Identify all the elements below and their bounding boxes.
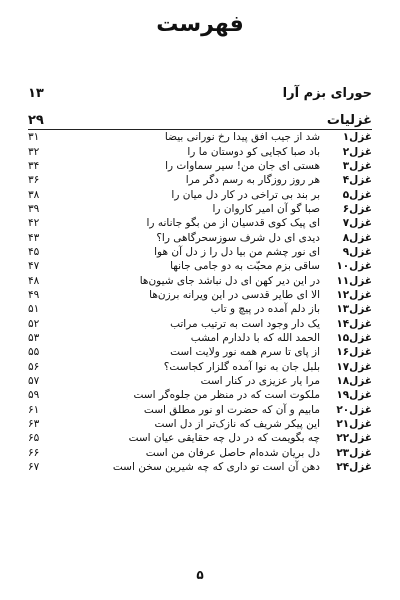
toc-entry-label: غزل۲۳ xyxy=(336,446,372,459)
toc-entry-title: چه بگویمت که در دل چه حقایقی عیان است xyxy=(128,432,320,445)
toc-entry-label: غزل۴ xyxy=(342,174,372,187)
toc-entry-label: غزل۱۵ xyxy=(336,331,372,344)
toc-entry-label: غزل۱ xyxy=(342,131,372,144)
toc-entry xyxy=(28,316,372,330)
toc-entry xyxy=(28,345,372,359)
toc-entry-label: غزل۲ xyxy=(342,145,372,158)
toc-entry-page: ۵۷ xyxy=(28,375,40,388)
toc-entry-label: غزل۹ xyxy=(342,245,372,258)
toc-entry xyxy=(28,302,372,316)
toc-entry-title: الا ای طایر قدسی در این ویرانه برزن‌ها xyxy=(149,288,320,301)
toc-entry-label: غزل۱۹ xyxy=(336,389,372,402)
toc-entry-page: ۳۱ xyxy=(28,131,40,144)
toc-entry-page: ۴۸ xyxy=(28,274,40,287)
toc-entry-label: غزل۱۳ xyxy=(336,303,372,316)
toc-entry-title: در این دیر کهن ای دل نباشد جای شیون‌ها xyxy=(139,274,320,287)
toc-entry-label: غزل۱۶ xyxy=(336,346,372,359)
toc-entry-title: مرا یار عزیزی در کنار است xyxy=(200,375,320,388)
toc-entry-page: ۳۴ xyxy=(28,159,40,172)
toc-entry xyxy=(28,288,372,302)
toc-list xyxy=(28,130,372,474)
toc-entry xyxy=(28,446,372,460)
toc-entry-title: از پای تا سرم همه نور ولایت است xyxy=(170,346,320,359)
page-title: فهرست xyxy=(156,12,244,37)
toc-entry-label: غزل۲۱ xyxy=(336,418,372,431)
toc-entry xyxy=(28,202,372,216)
toc-entry xyxy=(28,130,372,144)
toc-entry-label: غزل۵ xyxy=(342,188,372,201)
toc-entry-label: غزل۱۱ xyxy=(336,274,372,287)
toc-entry xyxy=(28,360,372,374)
toc-entry-title: صبا گو آن امیر کاروان را xyxy=(212,202,320,215)
toc-entry xyxy=(28,245,372,259)
toc-entry-title: ای نور چشم من بیا دل را ز دل آن هوا xyxy=(154,245,320,258)
toc-entry xyxy=(28,216,372,230)
toc-entry-title: دیدی ای دل شرف سوزسحرگاهی را؟ xyxy=(156,231,320,244)
toc-entry-label: غزل۱۴ xyxy=(336,317,372,330)
toc-entry-title: مابیم و آن که حضرت او نور مطلق است xyxy=(143,403,320,416)
toc-entry xyxy=(28,417,372,431)
toc-entry-title: ساقی بزم محبّت به دو جامی جانها xyxy=(170,260,320,273)
toc-entry xyxy=(28,388,372,402)
toc-entry-label: غزل۱۰ xyxy=(336,260,372,273)
toc-entry-title: بلبل جان به نوا آمده گلزار کجاست؟ xyxy=(163,360,320,373)
toc-entry xyxy=(28,144,372,158)
toc-entry-page: ۳۲ xyxy=(28,145,40,158)
toc-entry xyxy=(28,331,372,345)
toc-entry-page: ۵۹ xyxy=(28,389,40,402)
toc-entry-label: غزل۲۰ xyxy=(336,403,372,416)
toc-entry xyxy=(28,173,372,187)
page-number: ۵ xyxy=(196,568,204,582)
toc-entry-title: هستی ای جان من! سیر سماوات را xyxy=(165,159,320,172)
toc-entry-title: هر روز روزگار به رسم دگر مرا xyxy=(185,174,320,187)
toc-entry-title: باز دلم آمده در پیچ و تاب xyxy=(210,303,320,316)
toc-entry-page: ۵۱ xyxy=(28,303,40,316)
toc-entry-page: ۶۱ xyxy=(28,403,40,416)
toc-entry-label: غزل۱۸ xyxy=(336,375,372,388)
toc-entry xyxy=(28,374,372,388)
section-first xyxy=(28,86,372,101)
section-second-label: غزلیات xyxy=(326,113,372,128)
toc-entry xyxy=(28,159,372,173)
toc-entry-label: غزل۶ xyxy=(342,202,372,215)
toc-entry-title: یک دار وجود است به ترتیب مراتب xyxy=(170,317,320,330)
toc-entry-page: ۴۹ xyxy=(28,288,40,301)
toc-entry-page: ۵۳ xyxy=(28,331,40,344)
toc-entry-title: دهن آن است تو داری که چه شیرین سخن است xyxy=(112,461,320,474)
toc-entry-label: غزل۳ xyxy=(342,159,372,172)
toc-entry-title: بر بند بی تراخی در کار دل میان را xyxy=(171,188,320,201)
toc-entry-title: شد از جیب افق پیدا رخ نورانی بیضا xyxy=(164,131,320,144)
toc-entry xyxy=(28,230,372,244)
toc-entry-page: ۴۳ xyxy=(28,231,40,244)
toc-entry xyxy=(28,431,372,445)
toc-entry-label: غزل۲۴ xyxy=(336,461,372,474)
toc-entry-label: غزل۲۲ xyxy=(336,432,372,445)
toc-entry-page: ۴۷ xyxy=(28,260,40,273)
toc-entry-page: ۳۶ xyxy=(28,174,40,187)
toc-entry-label: غزل۷ xyxy=(342,217,372,230)
toc-entry-label: غزل۱۲ xyxy=(336,288,372,301)
toc-entry xyxy=(28,259,372,273)
toc-entry xyxy=(28,403,372,417)
section-first-label: حورای بزم آرا xyxy=(282,86,372,101)
toc-entry-label: غزل۱۷ xyxy=(336,360,372,373)
section-second-page: ۲۹ xyxy=(28,113,44,128)
toc-entry xyxy=(28,273,372,287)
toc-entry-page: ۳۸ xyxy=(28,188,40,201)
toc-entry-page: ۴۵ xyxy=(28,245,40,258)
toc-entry-page: ۵۵ xyxy=(28,346,40,359)
toc-entry-title: دل بریان شده‌ام حاصل عرفان من است xyxy=(145,446,320,459)
toc-entry-title: ای پیک کوی قدسیان از من بگو جانانه را xyxy=(146,217,320,230)
toc-entry-page: ۶۷ xyxy=(28,461,40,474)
section-second xyxy=(28,113,372,128)
toc-entry-label: غزل۸ xyxy=(342,231,372,244)
toc-entry-page: ۴۲ xyxy=(28,217,40,230)
toc-entry xyxy=(28,187,372,201)
toc-entry-title: این پیکر شریف که نازک‌تر از دل است xyxy=(154,418,320,431)
toc-entry-page: ۶۳ xyxy=(28,418,40,431)
toc-entry-page: ۵۶ xyxy=(28,360,40,373)
toc-entry-page: ۶۶ xyxy=(28,446,40,459)
toc-entry-page: ۳۹ xyxy=(28,202,40,215)
toc-entry-title: باد صبا کجایی کو دوستان ما را xyxy=(187,145,320,158)
toc-entry xyxy=(28,460,372,474)
section-first-page: ۱۳ xyxy=(28,86,44,101)
toc-entry-title: الحمد الله که با دلدارم امشب xyxy=(190,331,320,344)
toc-entry-page: ۵۲ xyxy=(28,317,40,330)
toc-entry-title: ملکوت است که در منظر من جلوه‌گر است xyxy=(133,389,320,402)
toc-entry-page: ۶۵ xyxy=(28,432,40,445)
